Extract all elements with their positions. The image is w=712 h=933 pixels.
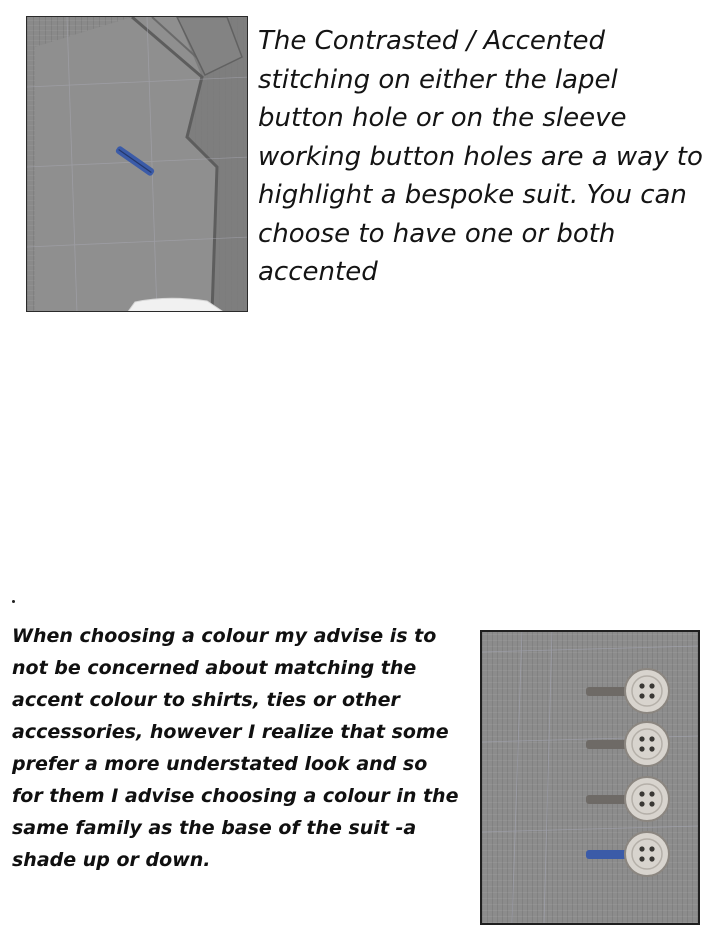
sleeve-button-3 — [586, 777, 669, 821]
sleeve-button-2 — [586, 722, 669, 766]
bullet-dot — [12, 600, 15, 603]
lapel-buttonhole-photo — [26, 16, 248, 312]
sleeve-illustration — [482, 632, 698, 923]
sleeve-button-1 — [586, 669, 669, 713]
lapel-illustration — [27, 17, 248, 312]
top-paragraph: The Contrasted / Accented stitching on either the lapel button hole or on the sleeve working button holes are a way to highlight a bespoke suit. You can choose to have one or both accented — [258, 26, 703, 287]
sleeve-button-4-accent — [586, 832, 669, 876]
sleeve-buttons-photo — [480, 630, 700, 925]
bottom-paragraph: When choosing a colour my advise is to not be concerned about matching the accent colour to shirts, ties or other accessories, however I realize that some prefer a more understated look and so for them I advise choosing a colour in the same family as the base of the suit -a shade up or down. — [12, 625, 459, 871]
